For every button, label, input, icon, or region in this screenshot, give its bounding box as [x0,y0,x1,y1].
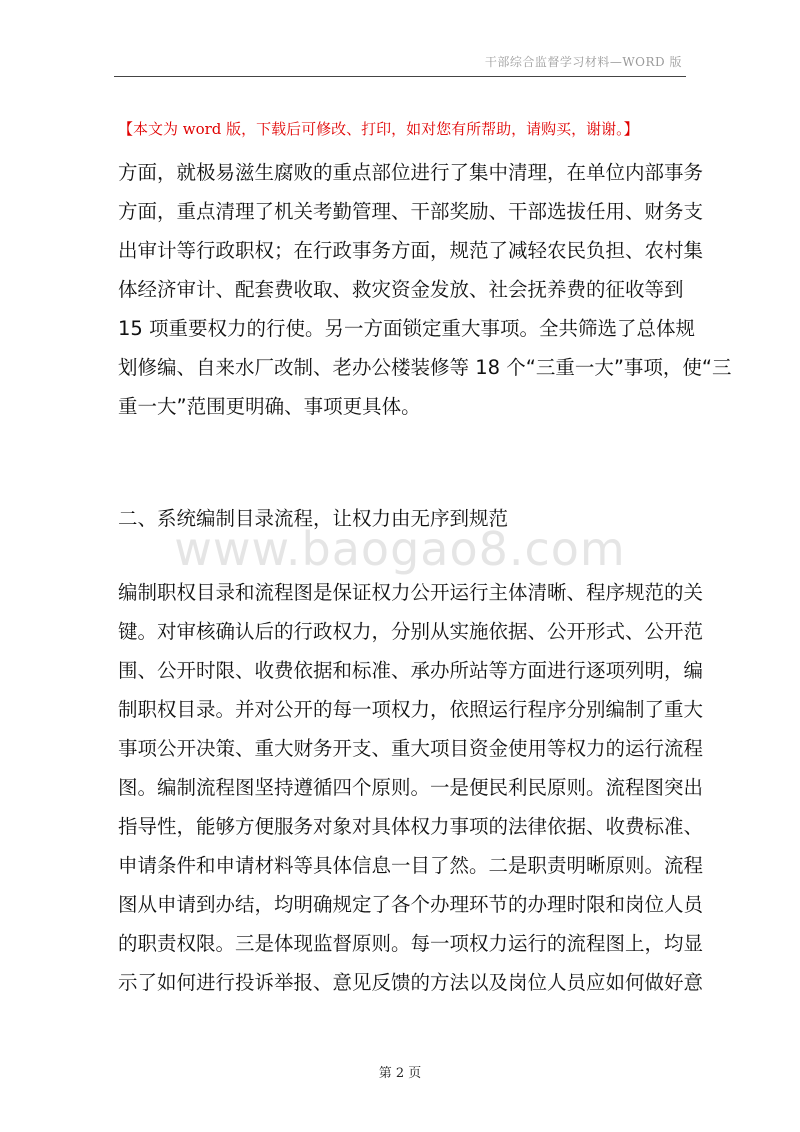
text-line: 重一大”范围更明确、事项更具体。 [118,395,421,418]
text-line: 制职权目录。并对公开的每一项权力，依照运行程序分别编制了重大 [118,698,704,721]
text-line: 申请条件和申请材料等具体信息一目了然。二是职责明晰原则。流程 [118,854,704,877]
section-heading: 二、系统编制目录流程，让权力由无序到规范 [118,507,509,530]
download-notice: 【本文为 word 版，下载后可修改、打印，如对您有所帮助，请购买，谢谢。】 [118,120,639,138]
text-line: 键。对审核确认后的行政权力，分别从实施依据、公开形式、公开范 [118,620,704,643]
text-line: 的职责权限。三是体现监督原则。每一项权力运行的流程图上，均显 [118,932,704,955]
text-line: 围、公开时限、收费依据和标准、承办所站等方面进行逐项列明，编 [118,659,704,682]
text-line: 指导性，能够方便服务对象对具体权力事项的法律依据、收费标准、 [118,815,704,838]
text-line: 图从申请到办结，均明确规定了各个办理环节的办理时限和岗位人员 [118,893,704,916]
text-line: 编制职权目录和流程图是保证权力公开运行主体清晰、程序规范的关 [118,581,704,604]
text-line: 出审计等行政职权；在行政事务方面，规范了减轻农民负担、农村集 [118,239,704,262]
text-line: 15 项重要权力的行使。另一方面锁定重大事项。全共筛选了总体规 [118,317,696,340]
page-number: 第 2 页 [378,1066,422,1081]
body-paragraph-1 [118,153,732,426]
text-line: 划修编、自来水厂改制、老办公楼装修等 18 个“三重一大”事项，使“三 [118,356,732,379]
header-divider [114,76,686,77]
text-line: 方面，就极易滋生腐败的重点部位进行了集中清理，在单位内部事务 [118,161,704,184]
text-line: 示了如何进行投诉举报、意见反馈的方法以及岗位人员应如何做好意 [118,971,704,994]
watermark: www.baogao8.com [174,522,626,576]
body-paragraph-2 [118,573,704,1002]
text-line: 体经济审计、配套费收取、救灾资金发放、社会抚养费的征收等到 [118,278,684,301]
document-header-title: 干部综合监督学习材料—WORD 版 [484,55,682,69]
text-line: 事项公开决策、重大财务开支、重大项目资金使用等权力的运行流程 [118,737,704,760]
text-line: 图。编制流程图坚持遵循四个原则。一是便民利民原则。流程图突出 [118,776,704,799]
text-line: 方面，重点清理了机关考勤管理、干部奖励、干部选拔任用、财务支 [118,200,704,223]
